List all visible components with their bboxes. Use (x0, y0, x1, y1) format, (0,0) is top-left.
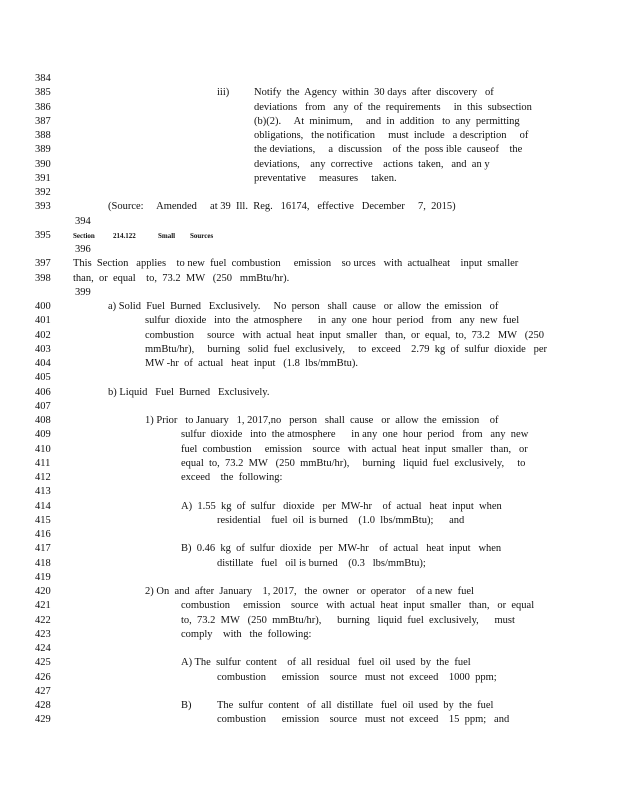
line-text: obligations, the notification must include a description of (254, 130, 529, 141)
line-number: 418 (35, 557, 51, 569)
document-line (0, 101, 618, 115)
line-number: 405 (35, 372, 51, 384)
line-number: 390 (35, 158, 51, 170)
line-text: residential fuel oil is burned (1.0 lbs/mmBtu); and (217, 514, 465, 526)
document-line (0, 642, 618, 656)
document-line (0, 471, 618, 485)
line-number: 421 (35, 600, 51, 612)
line-number: 384 (35, 73, 51, 84)
line-number: 425 (35, 657, 51, 669)
line-text: Small (158, 231, 176, 240)
document-line (0, 685, 618, 699)
document-line (0, 115, 618, 129)
document-line (0, 158, 618, 172)
line-number: 412 (35, 472, 51, 483)
line-number: 392 (35, 187, 51, 198)
line-number: 411 (35, 457, 51, 469)
line-text: a) Solid Fuel Burned Exclusively. No person shall cause or allow the emission of (108, 301, 499, 312)
document-line (0, 300, 618, 314)
document-line (0, 229, 618, 243)
line-text: 2) On and after January 1, 2017, the owner or operator of a new fuel (145, 586, 474, 597)
line-number: 400 (35, 301, 51, 312)
document-line (0, 457, 618, 471)
document-line (0, 443, 618, 457)
document-line (0, 257, 618, 271)
line-text: combustion emission source must not exceed 1000 ppm; (217, 671, 497, 683)
line-text: the deviations, a discussion of the poss ible causeof the (254, 144, 523, 156)
line-text: Notify the Agency within 30 days after discovery of (254, 87, 494, 99)
line-text: The sulfur content of all distillate fuel oil used by the fuel (217, 700, 494, 711)
line-text: This Section applies to new fuel combustion emission so urces with actualheat input smaller (73, 258, 519, 270)
line-number: 395 (35, 229, 51, 241)
document-line (0, 428, 618, 442)
document-line (0, 215, 618, 229)
line-text: sulfur dioxide into the atmosphere in any one hour period from any new fuel (145, 315, 520, 327)
line-number: 387 (35, 115, 51, 127)
line-text: preventative measures taken. (254, 172, 397, 184)
document-line (0, 542, 618, 556)
document-line (0, 599, 618, 613)
document-line (0, 386, 618, 400)
line-number: 401 (35, 315, 51, 327)
document-line (0, 86, 618, 100)
line-number: 388 (35, 130, 51, 141)
line-number: 429 (35, 714, 51, 726)
document-line (0, 528, 618, 542)
line-number: 410 (35, 443, 51, 455)
line-text: A) 1.55 kg of sulfur dioxide per MW-hr of actual heat input when (181, 500, 502, 512)
line-number: 427 (35, 685, 51, 697)
document-line (0, 485, 618, 499)
line-text: deviations from any of the requirements in this subsection (254, 101, 532, 113)
document-line (0, 571, 618, 585)
document-line (0, 414, 618, 428)
line-number: 402 (35, 329, 51, 341)
document-line (0, 371, 618, 385)
line-number: 419 (35, 571, 51, 583)
document-line (0, 557, 618, 571)
line-text: sulfur dioxide into the atmosphere in any one hour period from any new (181, 429, 529, 441)
line-text: exceed the following: (181, 472, 283, 483)
line-number: 408 (35, 415, 51, 426)
line-number: 391 (35, 172, 51, 184)
document-line (0, 699, 618, 713)
line-text: A) The sulfur content of all residual fuel oil used by the fuel (181, 657, 471, 669)
document-line (0, 129, 618, 143)
document-line (0, 143, 618, 157)
line-number: 423 (35, 628, 51, 640)
line-text: (b)(2). At minimum, and in addition to any permitting (254, 115, 520, 127)
document-line (0, 272, 618, 286)
line-text: 1) Prior to January 1, 2017,no person shall cause or allow the emission of (145, 415, 499, 426)
line-text: 394 (75, 215, 91, 227)
document-line (0, 243, 618, 257)
document-line (0, 514, 618, 528)
document-line (0, 628, 618, 642)
line-number: 422 (35, 614, 51, 626)
line-number: 406 (35, 386, 51, 398)
line-text: distillate fuel oil is burned (0.3 lbs/mmBtu); (217, 557, 426, 569)
line-text: fuel combustion emission source with actual heat input smaller than, or (181, 443, 528, 455)
document-line (0, 286, 618, 300)
line-number: 416 (35, 529, 51, 540)
line-number: 426 (35, 671, 51, 683)
line-number: 428 (35, 700, 51, 711)
line-number: 385 (35, 87, 51, 99)
document-line (0, 186, 618, 200)
line-text: equal to, 73.2 MW (250 mmBtu/hr), burning liquid fuel exclusively, to (181, 457, 526, 469)
line-text: (Source: Amended at 39 Ill. Reg. 16174, effective December 7, 2015) (108, 201, 456, 213)
document-line (0, 329, 618, 343)
line-text: combustion emission source with actual heat input smaller than, or equal (181, 600, 535, 612)
line-text: comply with the following: (181, 628, 312, 640)
line-text: combustion emission source must not exceed 15 ppm; and (217, 714, 510, 726)
document-line (0, 585, 618, 599)
line-text: Sources (190, 231, 214, 240)
line-text: deviations, any corrective actions taken, and an y (254, 158, 490, 170)
line-number: 393 (35, 201, 51, 213)
document-line (0, 713, 618, 727)
line-number: 415 (35, 514, 51, 526)
line-text: 399 (75, 286, 91, 298)
line-number: 403 (35, 343, 51, 355)
document-line (0, 614, 618, 628)
line-number: 414 (35, 500, 51, 512)
line-number: 409 (35, 429, 51, 441)
line-text: combustion source with actual heat input smaller than, or equal, to, 73.2 MW (250 (145, 329, 545, 341)
line-number: 420 (35, 586, 51, 597)
line-number: 407 (35, 400, 51, 412)
line-text: iii) (217, 87, 230, 99)
document-line (0, 172, 618, 186)
document-line (0, 343, 618, 357)
line-number: 389 (35, 144, 51, 156)
document-line (0, 656, 618, 670)
line-text: Section (73, 231, 95, 240)
line-text: b) Liquid Fuel Burned Exclusively. (108, 386, 270, 398)
line-text: MW -hr of actual heat input (1.8 lbs/mmBtu). (145, 358, 358, 369)
line-number: 397 (35, 258, 51, 270)
document-line (0, 72, 618, 86)
document-line (0, 357, 618, 371)
line-text: to, 73.2 MW (250 mmBtu/hr), burning liquid fuel exclusively, must (181, 614, 515, 626)
line-number: 404 (35, 358, 51, 369)
document-line (0, 200, 618, 214)
line-number: 424 (35, 643, 51, 654)
line-text: B) 0.46 kg of sulfur dioxide per MW-hr of actual heat input when (181, 543, 502, 555)
line-number: 413 (35, 486, 51, 498)
line-text: B) (181, 700, 192, 711)
document-line (0, 400, 618, 414)
line-number: 417 (35, 543, 51, 555)
line-text: 396 (75, 244, 91, 255)
document-line (0, 314, 618, 328)
line-text: mmBtu/hr), burning solid fuel exclusively, to exceed 2.79 kg of sulfur dioxide per (145, 343, 548, 355)
document-line (0, 671, 618, 685)
line-number: 398 (35, 272, 51, 284)
line-text: than, or equal to, 73.2 MW (250 mmBtu/hr). (73, 272, 290, 284)
line-number: 386 (35, 101, 51, 113)
document-line (0, 500, 618, 514)
line-text: 214.122 (113, 231, 136, 240)
